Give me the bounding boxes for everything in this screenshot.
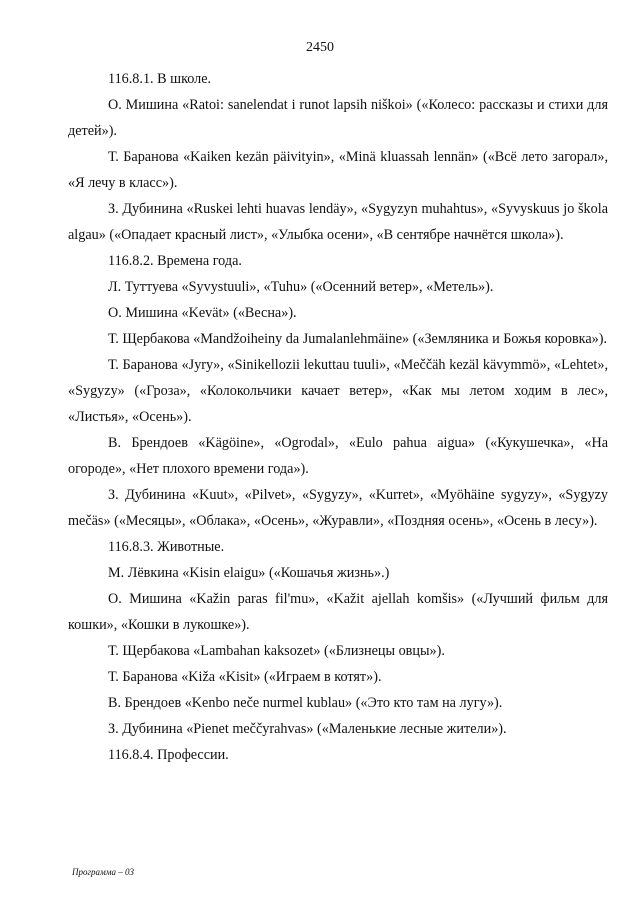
section-heading: 116.8.2. Времена года. [108,253,242,269]
list-item: Т. Баранова «Kaiken kezän päivityin», «Minä kluassah lennän» («Всё лето загорал», «Я лечу в класс»). [68,149,608,191]
section-heading: 116.8.3. Животные. [108,539,225,555]
list-item: В. Брендоев «Kägöine», «Ogrodal», «Eulo pahua aigua» («Кукушечка», «На огороде», «Нет плохого времени года»). [68,435,608,477]
list-item: З. Дубинина «Kuut», «Pilvet», «Sygyzy», «Kurret», «Myöhäine sygyzy», «Sygyzy mečäs» («Месяцы», «Облака», «Осень», «Журавли», «Поздняя осень», «Осень в лесу»). [68,487,608,529]
list-item: М. Лёвкина «Kisin elaigu» («Кошачья жизнь».) [108,565,390,581]
section-heading: 116.8.4. Профессии. [108,747,229,763]
page-footer: Программа – 03 [72,867,134,877]
list-item: О. Мишина «Kevät» («Весна»). [108,305,297,321]
section-heading: 116.8.1. В школе. [108,71,212,87]
list-item: Т. Баранова «Jyry», «Sinikellozii lekuttau tuuli», «Meččäh kezäl kävymmö», «Lehtet», «Sygyzy» («Гроза», «Колокольчики качает ветер», «Как мы летом ходим в лес», «Листья», «Осень»). [68,357,608,425]
list-item: Т. Баранова «Kiža «Kisit» («Играем в котят»). [108,669,382,685]
page-number: 2450 [306,40,334,55]
list-item: О. Мишина «Ratoi: sanelendat i runot lapsih niškoi» («Колесо: рассказы и стихи для детей»). [68,97,608,139]
list-item: Т. Щербакова «Mandžoiheiny da Jumalanlehmäine» («Земляника и Божья коровка»). [108,331,608,347]
list-item: О. Мишина «Kažin paras fil'mu», «Kažit ajellah komšis» («Лучший фильм для кошки», «Кошки в лукошке»). [68,591,608,633]
document-body [68,66,608,768]
list-item: Л. Туттуева «Syvystuuli», «Tuhu» («Осенний ветер», «Метель»). [108,279,494,295]
list-item: В. Брендоев «Kenbo neče nurmel kublau» («Это кто там на лугу»). [108,695,503,711]
list-item: З. Дубинина «Ruskei lehti huavas lendäy», «Sygyzyn muhahtus», «Syvyskuus jo škola algau» («Опадает красный лист», «Улыбка осени», «В сентябре начнётся школа»). [68,201,608,243]
list-item: З. Дубинина «Pienet meččyrahvas» («Маленькие лесные жители»). [108,721,507,737]
list-item: Т. Щербакова «Lambahan kaksozet» («Близнецы овцы»). [108,643,445,659]
